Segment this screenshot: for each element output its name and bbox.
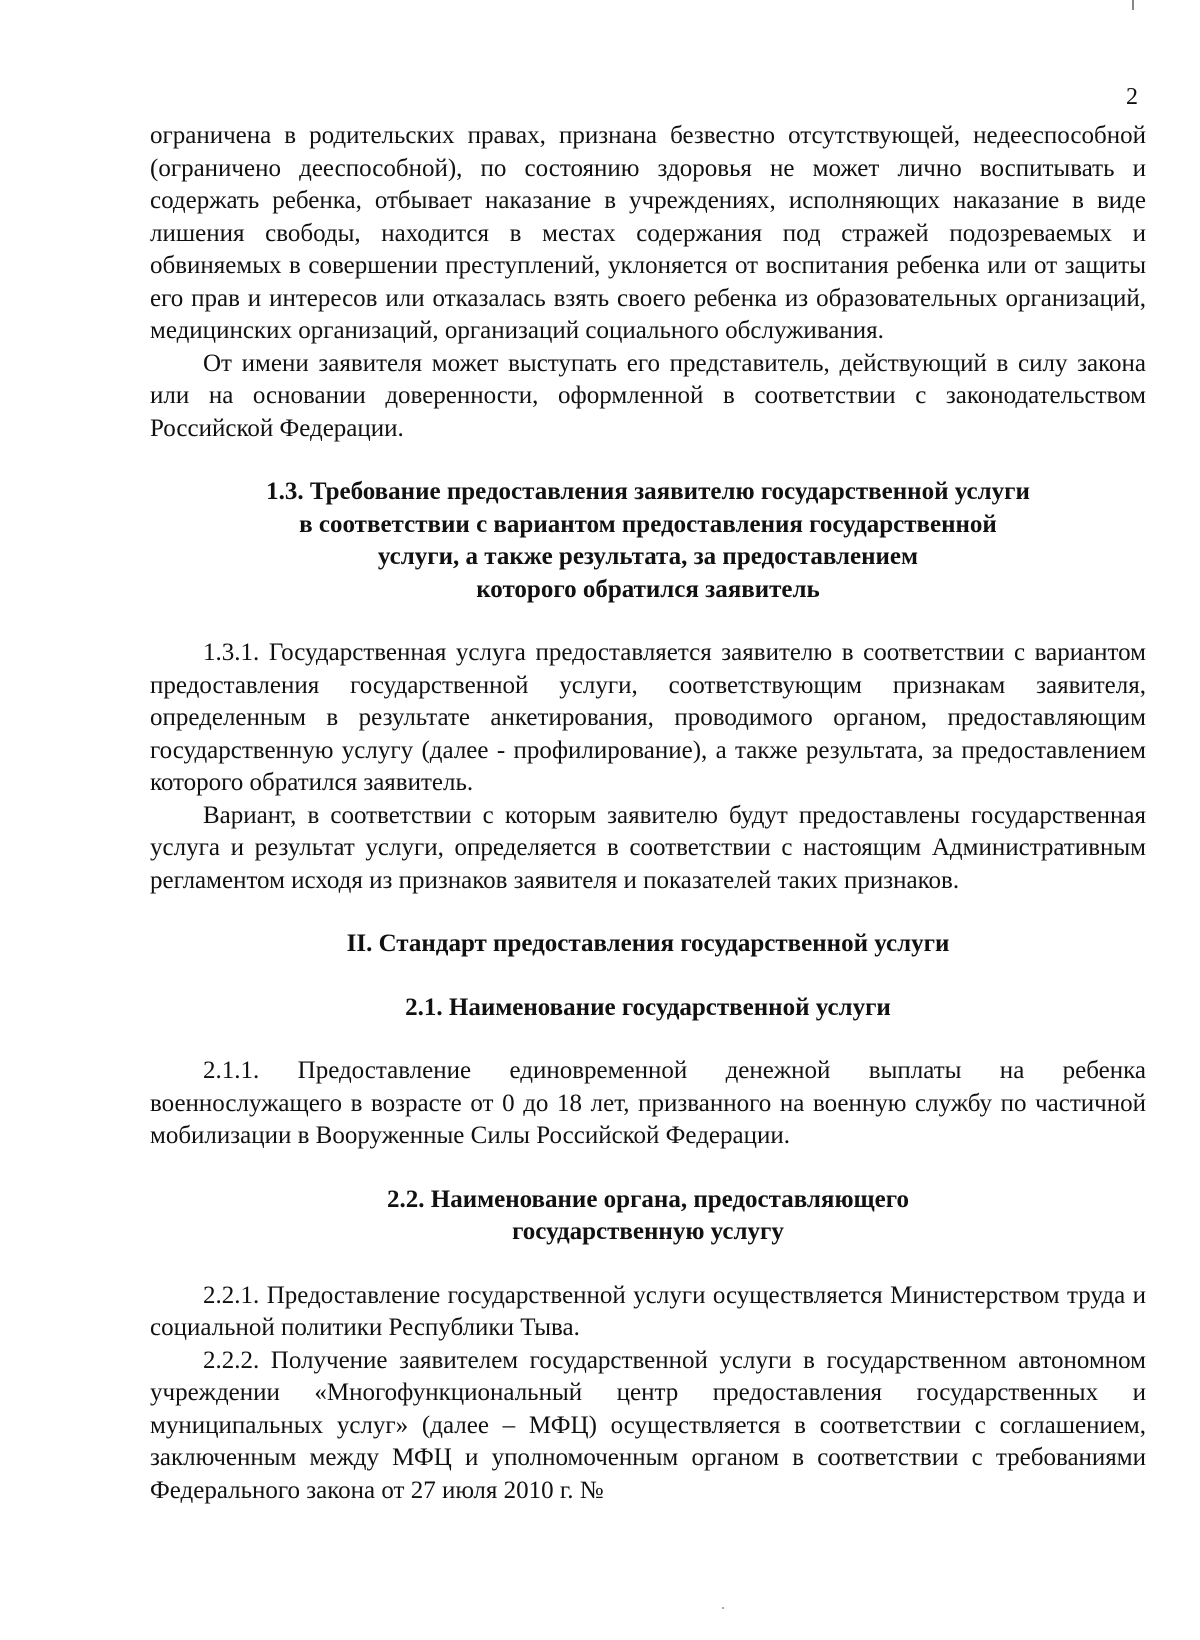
scan-dot xyxy=(722,1607,724,1609)
paragraph-2-2-1: 2.2.1. Предоставление государственной услуги осуществляется Министерством труда и социальной политики Республики Тыва. xyxy=(150,1281,1146,1341)
heading-line: которого обратился заявитель xyxy=(476,575,820,603)
paragraph-2-2-2: 2.2.2. Получение заявителем государственной услуги в государственном автономном учреждении «Многофункциональный центр предоставления государственных и муниципальных услуг» (далее – МФЦ) осуществляется в соответствии с соглашением, заключенным между МФЦ и уполномоченным органом в соответствии с требованиями Федерального закона от 27 июля 2010 г. № xyxy=(150,1346,1146,1504)
section-2-heading: II. Стандарт предоставления государственной услуги xyxy=(346,930,950,957)
paragraph-1-3-1: 1.3.1. Государственная услуга предоставляется заявителю в соответствии с вариантом предоставления государственной услуги, соответствующим признакам заявителя, определенным в результате анкетирования, проводимого органом, предоставляющим государственную услугу (далее - профилирование), а также результата, за предоставлением которого обратился заявитель. xyxy=(150,639,1146,796)
heading-line: в соответствии с вариантом предоставления государственной xyxy=(299,510,997,538)
scan-mark xyxy=(1132,0,1134,10)
section-2-2-heading xyxy=(150,1184,1146,1249)
section-1-3-heading xyxy=(150,476,1146,606)
page-number: 2 xyxy=(1126,84,1138,110)
paragraph-representative: От имени заявителя может выступать его представитель, действующий в силу закона или на основании доверенности, оформленной в соответствии с законодательством Российской Федерации. xyxy=(150,349,1146,442)
paragraph-variant: Вариант, в соответствии с которым заявителю будут предоставлены государственная услуга и результат услуги, определяется в соответствии с настоящим Административным регламентом исходя из признаков заявителя и показателей таких признаков. xyxy=(150,801,1146,894)
heading-line: услуги, а также результата, за предоставлением xyxy=(377,543,919,570)
paragraph-2-1-1: 2.1.1. Предоставление единовременной денежной выплаты на ребенка военнослужащего в возрасте от 0 до 18 лет, призванного на военную службу по частичной мобилизации в Вооруженные Силы Российской Федерации. xyxy=(150,1057,1146,1149)
heading-line: 1.3. Требование предоставления заявителю государственной услуги xyxy=(266,478,1030,505)
paragraph-continuation: ограничена в родительских правах, признана безвестно отсутствующей, недееспособной (ограничено дееспособной), по состоянию здоровья не может лично воспитывать и содержать ребенка, отбывает наказание в учреждениях, исполняющих наказание в виде лишения свободы, находится в местах содержания под стражей подозреваемых и обвиняемых в совершении преступлений, уклоняется от воспитания ребенка или от защиты его прав и интересов или отказалась взять своего ребенка из образовательных организаций, медицинских организаций, организаций социального обслуживания. xyxy=(150,122,1146,344)
section-2-1-heading: 2.1. Наименование государственной услуги xyxy=(405,993,891,1021)
document-body xyxy=(150,120,1146,1507)
heading-line: государственную услугу xyxy=(512,1218,784,1245)
heading-line: 2.2. Наименование органа, предоставляющего xyxy=(387,1185,909,1213)
